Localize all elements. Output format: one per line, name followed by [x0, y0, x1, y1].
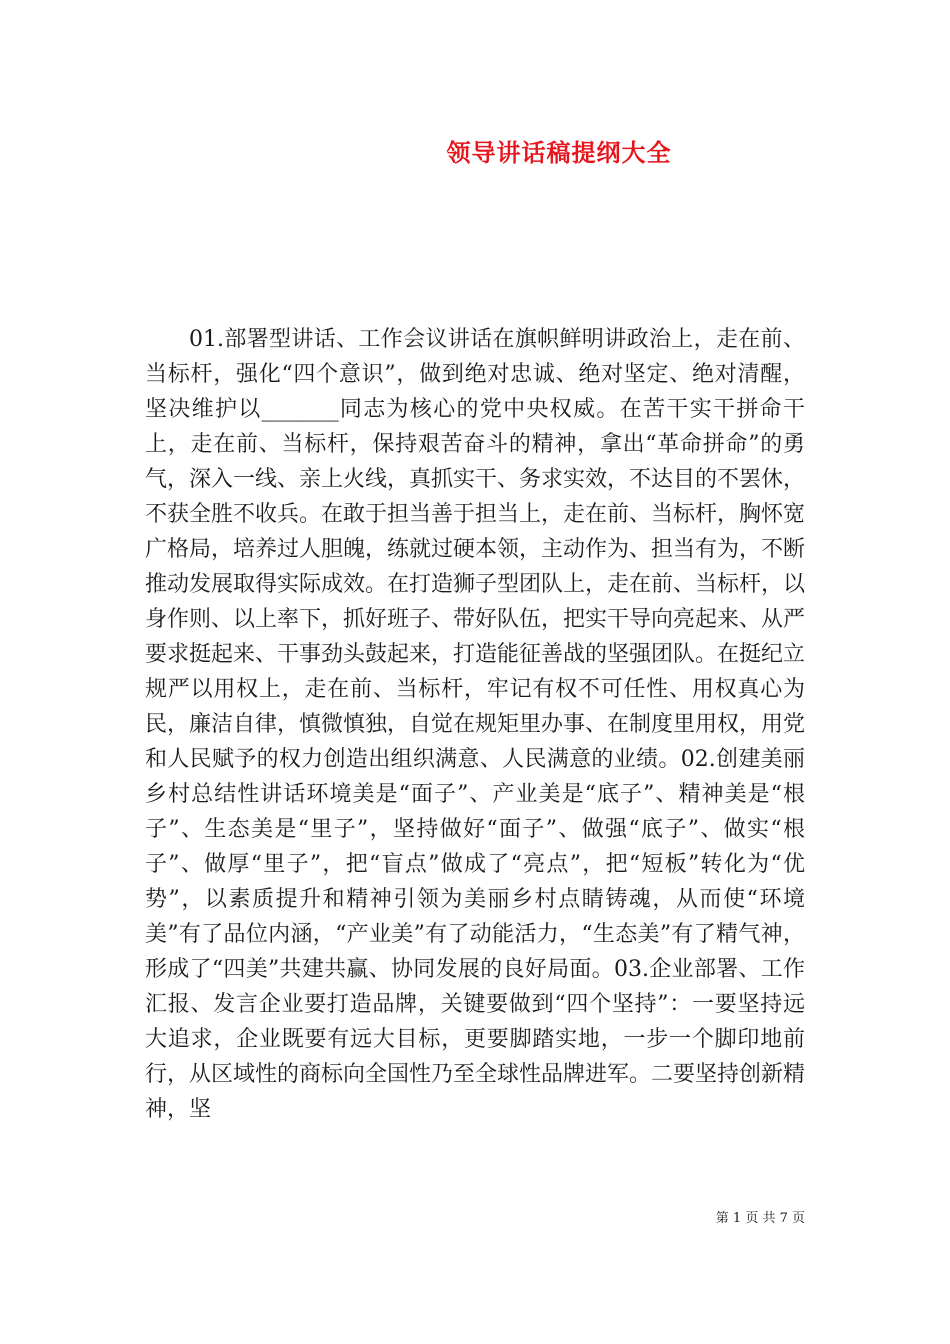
document-title: 领导讲话稿提纲大全	[446, 138, 672, 167]
body-paragraph: 01.部署型讲话、工作会议讲话在旗帜鲜明讲政治上，走在前、当标杆，强化“四个意识”，做到绝对忠诚、绝对坚定、绝对清醒，坚决维护以_______同志为核心的党中央权威。在苦干实干拼命干上，走在前、当标杆，保持艰苦奋斗的精神，拿出“革命拼命”的勇气，深入一线、亲上火线，真抓实干、务求实效，不达目的不罢休，不获全胜不收兵。在敢于担当善于担当上，走在前、当标杆，胸怀宽广格局，培养过人胆魄，练就过硬本领，主动作为、担当有为，不断推动发展取得实际成效。在打造狮子型团队上，走在前、当标杆，以身作则、以上率下，抓好班子、带好队伍，把实干导向亮起来、从严要求挺起来、干事劲头鼓起来，打造能征善战的坚强团队。在挺纪立规严以用权上，走在前、当标杆，牢记有权不可任性、用权真心为民，廉洁自律，慎微慎独，自觉在规矩里办事、在制度里用权，用党和人民赋予的权力创造出组织满意、人民满意的业绩。02.创建美丽乡村总结性讲话环境美是“面子”、产业美是“底子”、精神美是“根子”、生态美是“里子”，坚持做好“面子”、做强“底子”、做实“根子”、做厚“里子”，把“盲点”做成了“亮点”，把“短板”转化为“优势”，以素质提升和精神引领为美丽乡村点睛铸魂，从而使“环境美”有了品位内涵，“产业美”有了动能活力，“生态美”有了精气神，形成了“四美”共建共赢、协同发展的良好局面。03.企业部署、工作汇报、发言企业要打造品牌，关键要做到“四个坚持”：一要坚持远大追求，企业既要有远大目标，更要脚踏实地，一步一个脚印地前行，从区域性的商标向全国性乃至全球性品牌进军。二要坚持创新精神，坚	[145, 327, 806, 1122]
page-number-footer: 第 1 页 共 7 页	[715, 1211, 805, 1226]
